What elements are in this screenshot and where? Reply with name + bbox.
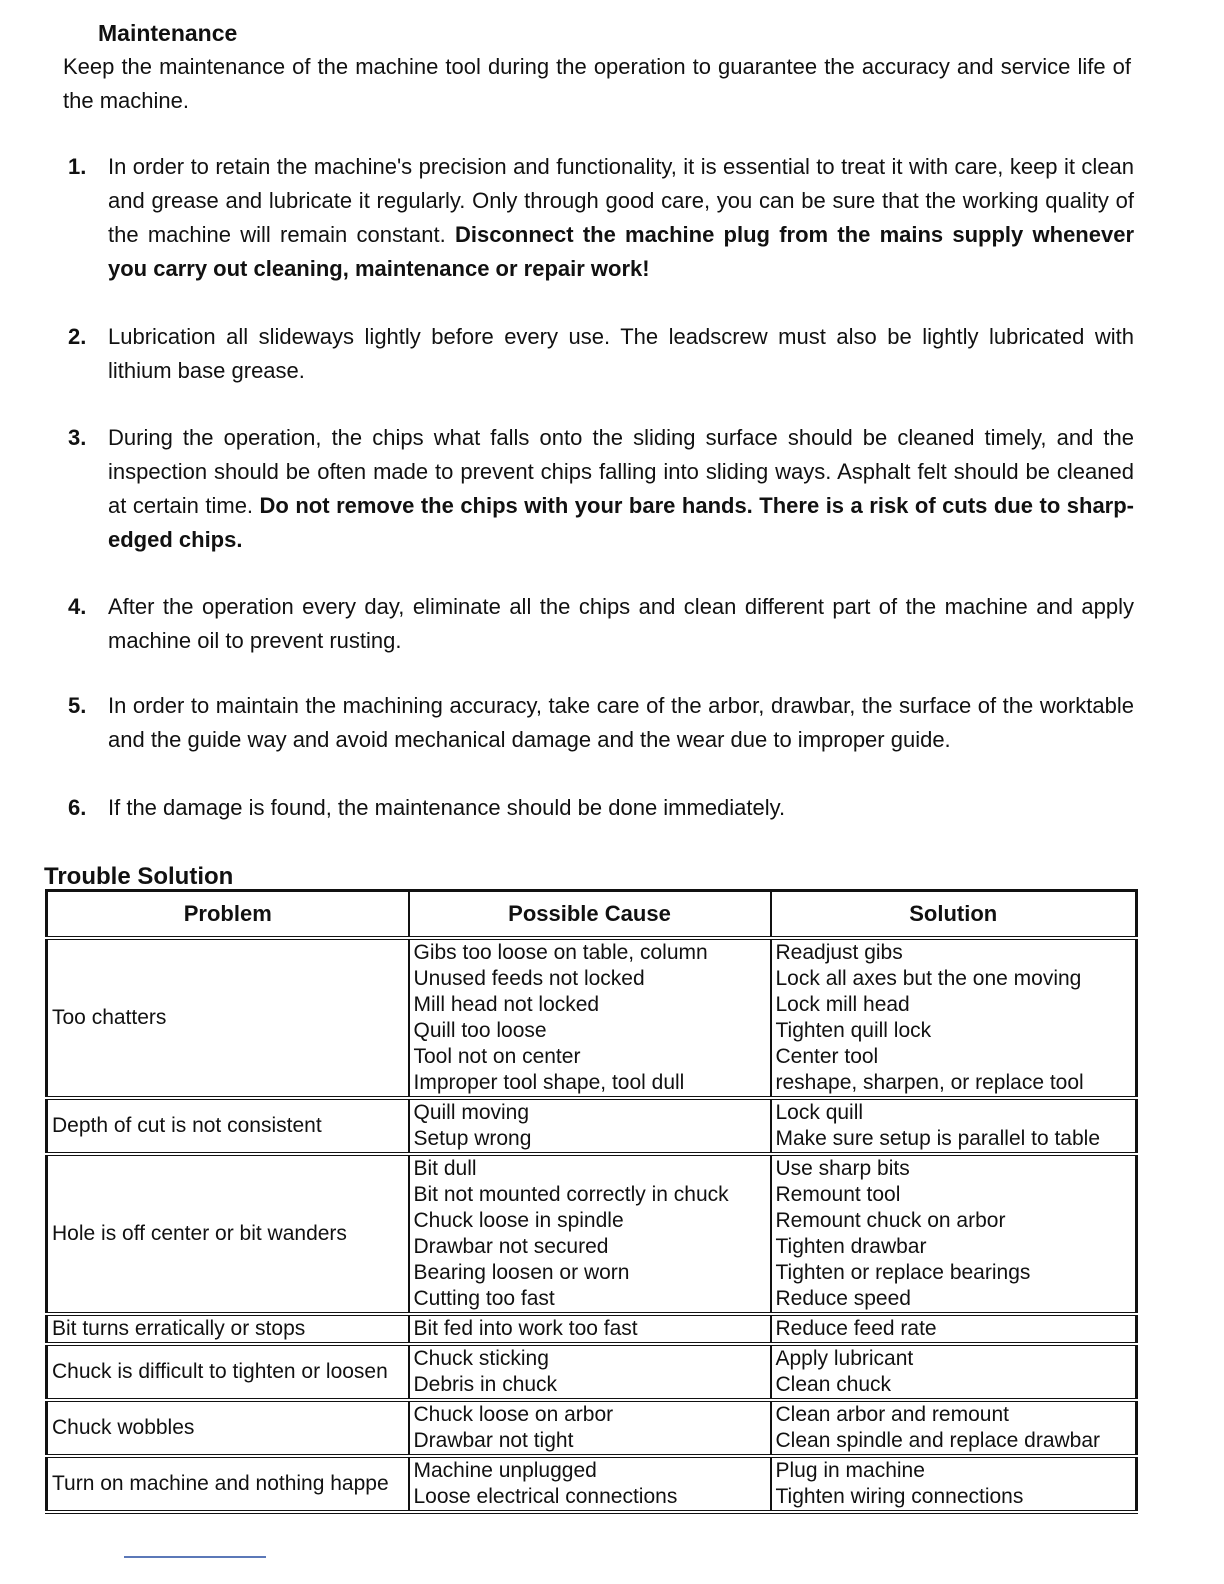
problem-cell: Too chatters	[47, 938, 409, 1098]
cause-cell	[409, 1400, 771, 1456]
solution-cell	[771, 1344, 1137, 1400]
solution-line: Tighten quill lock	[775, 1019, 932, 1042]
item-warning: Disconnect the machine plug from the mains supply whenever you carry out cleaning, maintenance or repair work!	[108, 222, 1135, 281]
table-row	[47, 1344, 1137, 1400]
solution-line: Center tool	[775, 1045, 879, 1068]
solution-line: Clean spindle and replace drawbar	[775, 1429, 1101, 1452]
solution-line: Reduce speed	[775, 1287, 911, 1310]
solution-line: reshape, sharpen, or replace tool	[775, 1071, 1084, 1094]
cause-line: Mill head not locked	[413, 993, 600, 1016]
cause-cell	[409, 1154, 771, 1314]
cause-cell	[409, 938, 771, 1098]
solution-line: Remount tool	[775, 1183, 901, 1206]
item-text: If the damage is found, the maintenance should be done immediately.	[108, 795, 786, 820]
cause-line: Setup wrong	[413, 1127, 532, 1150]
cause-cell	[409, 1098, 771, 1154]
list-item	[68, 590, 1134, 658]
cause-line: Quill moving	[413, 1101, 530, 1124]
solution-cell	[771, 1314, 1137, 1344]
table-row	[47, 1098, 1137, 1154]
cause-line: Gibs too loose on table, column	[413, 941, 708, 964]
solution-cell	[771, 1400, 1137, 1456]
solution-line: Plug in machine	[775, 1459, 925, 1482]
cause-line: Drawbar not tight	[413, 1429, 574, 1452]
cause-line: Cutting too fast	[413, 1287, 555, 1310]
item-number: 6.	[68, 795, 87, 820]
cause-line: Unused feeds not locked	[413, 967, 645, 990]
solution-line: Lock quill	[775, 1101, 864, 1124]
table-row	[47, 1456, 1137, 1512]
cause-line: Quill too loose	[413, 1019, 547, 1042]
item-number: 2.	[68, 324, 87, 349]
trouble-solution-title: Trouble Solution	[44, 863, 234, 890]
trouble-solution-table	[45, 889, 1138, 1514]
maintenance-intro: Keep the maintenance of the machine tool during the operation to guarantee the accuracy and service life of the machine.	[63, 54, 1131, 113]
problem-cell: Chuck is difficult to tighten or loosen	[47, 1344, 409, 1400]
solution-line: Clean arbor and remount	[775, 1403, 1009, 1426]
cause-line: Tool not on center	[413, 1045, 581, 1068]
item-number: 3.	[68, 425, 87, 450]
solution-line: Reduce feed rate	[775, 1317, 937, 1340]
item-number: 1.	[68, 154, 87, 179]
list-item	[68, 150, 1134, 286]
problem-cell: Depth of cut is not consistent	[47, 1098, 409, 1154]
item-number: 5.	[68, 693, 87, 718]
cause-line: Machine unplugged	[413, 1459, 597, 1482]
solution-cell	[771, 1456, 1137, 1512]
cause-cell	[409, 1314, 771, 1344]
cause-line: Chuck loose in spindle	[413, 1209, 624, 1232]
list-item	[68, 421, 1134, 557]
solution-line: Clean chuck	[775, 1373, 892, 1396]
cause-line: Bit not mounted correctly in chuck	[413, 1183, 729, 1206]
header-cause: Possible Cause	[409, 891, 771, 939]
maintenance-heading: Maintenance	[98, 20, 238, 46]
solution-line: Tighten drawbar	[775, 1235, 927, 1258]
cause-line: Improper tool shape, tool dull	[413, 1071, 685, 1094]
item-text: Lubrication all slideways lightly before every use. The leadscrew must also be lightly lubricated with lithium base grease.	[108, 324, 1134, 383]
list-item	[68, 320, 1134, 388]
solution-cell	[771, 938, 1137, 1098]
problem-cell: Turn on machine and nothing happe	[47, 1456, 409, 1512]
table-header-row	[47, 891, 1137, 939]
item-warning: Do not remove the chips with your bare hands. There is a risk of cuts due to sharp-edged chips.	[108, 493, 1135, 552]
cause-line: Debris in chuck	[413, 1373, 558, 1396]
solution-cell	[771, 1098, 1137, 1154]
footer-link-underline	[124, 1556, 266, 1558]
item-text: After the operation every day, eliminate all the chips and clean different part of the machine and apply machine oil to prevent rusting.	[108, 594, 1134, 653]
cause-line: Loose electrical connections	[413, 1485, 678, 1508]
cause-line: Bit fed into work too fast	[413, 1317, 638, 1340]
problem-cell: Hole is off center or bit wanders	[47, 1154, 409, 1314]
solution-line: Tighten wiring connections	[775, 1485, 1024, 1508]
cause-line: Bit dull	[413, 1157, 477, 1180]
table-body	[47, 938, 1137, 1512]
problem-cell: Chuck wobbles	[47, 1400, 409, 1456]
header-problem: Problem	[47, 891, 409, 939]
item-number: 4.	[68, 594, 87, 619]
solution-line: Make sure setup is parallel to table	[775, 1127, 1101, 1150]
solution-line: Lock all axes but the one moving	[775, 967, 1082, 990]
solution-line: Use sharp bits	[775, 1157, 910, 1180]
solution-line: Tighten or replace bearings	[775, 1261, 1031, 1284]
table-row	[47, 1400, 1137, 1456]
cause-line: Chuck loose on arbor	[413, 1403, 614, 1426]
item-text: In order to maintain the machining accuracy, take care of the arbor, drawbar, the surface of the worktable and the guide way and avoid mechanical damage and the wear due to improper guide.	[108, 693, 1134, 752]
solution-line: Apply lubricant	[775, 1347, 914, 1370]
solution-line: Readjust gibs	[775, 941, 903, 964]
list-item	[68, 689, 1134, 757]
table-row	[47, 938, 1137, 1098]
cause-line: Chuck sticking	[413, 1347, 549, 1370]
item-text: In order to retain the machine's precision and functionality, it is essential to treat it with care, keep it clean and grease and lubricate it regularly. Only through good care, you can be sure that the working quality of the machine will remain constant.	[108, 154, 1134, 247]
cause-line: Bearing loosen or worn	[413, 1261, 630, 1284]
cause-cell	[409, 1456, 771, 1512]
table-row	[47, 1154, 1137, 1314]
list-item	[68, 791, 1134, 825]
solution-cell	[771, 1154, 1137, 1314]
solution-line: Remount chuck on arbor	[775, 1209, 1006, 1232]
header-solution: Solution	[771, 891, 1137, 939]
table-row	[47, 1314, 1137, 1344]
problem-cell: Bit turns erratically or stops	[47, 1314, 409, 1344]
cause-line: Drawbar not secured	[413, 1235, 609, 1258]
cause-cell	[409, 1344, 771, 1400]
item-text: During the operation, the chips what falls onto the sliding surface should be cleaned timely, and the inspection should be often made to prevent chips falling into sliding ways. Asphalt felt should be cleaned at certain time.	[108, 425, 1134, 518]
solution-line: Lock mill head	[775, 993, 910, 1016]
